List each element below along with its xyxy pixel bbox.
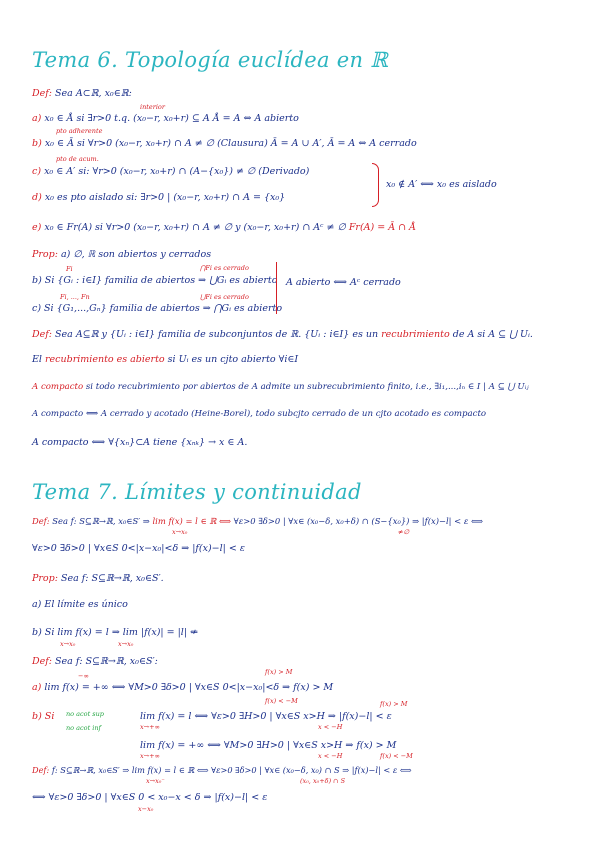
cd-brace <box>372 163 379 207</box>
t7-def3-line2-sub: x−x₀ <box>138 805 154 813</box>
seq-compacto: A compacto ⟺ ∀{xₙ}⊂A tiene {xₙₖ} → x ∈ A. <box>32 437 248 448</box>
t7-def-sub: x→x₀ <box>172 528 188 536</box>
t7-b-line1: lim f(x) = l ⟺ ∀ε>0 ∃H>0 | ∀x∈S x>H ⇒ |f(x)−l| < ε <box>140 711 392 722</box>
item-e: e) x₀ ∈ Fr(A) si ∀r>0 (x₀−r, x₀+r) ∩ A ≠ ∅ y (x₀−r, x₀+r) ∩ Aᶜ ≠ ∅ Fr(A) = Ā ∩ Å <box>32 222 416 233</box>
def-recubrimiento: Def: Sea A⊆ℝ y {Uᵢ : i∈I} familia de subconjuntos de ℝ. {Uᵢ : i∈I} es un recubrimiento de A si A ⊆ ⋃ Uᵢ. <box>32 329 533 340</box>
adherente-note: pto adherente <box>56 127 103 135</box>
t7-b-line1-sub: x→+∞ <box>140 723 160 731</box>
t7-b-label: b) Si <box>32 711 55 722</box>
prop-b-right: ⋂Fi es cerrado <box>200 264 249 272</box>
t7-def2-line: Def: Sea f: S⊆ℝ→ℝ, x₀∈S′: <box>32 656 158 667</box>
t7-b-note1: no acot sup <box>66 710 104 718</box>
item-c: c) x₀ ∈ A′ si: ∀r>0 (x₀−r, x₀+r) ∩ (A−{x₀}) ≠ ∅ (Derivado) <box>32 166 310 177</box>
heine-borel: A compacto ⟺ A cerrado y acotado (Heine-Borel), todo subcjto cerrado de un cjto acotado es compacto <box>32 409 487 419</box>
prop-c-note: Fi, ..., Fn <box>60 293 90 301</box>
t7-a-note-top2: f(x) > M <box>265 668 293 676</box>
t7-b-line1-note: x < −H <box>318 723 343 731</box>
recub-abierto: El recubrimiento es abierto si Uᵢ es un cjto abierto ∀i∈I <box>32 354 299 365</box>
t7-b-line2-note2: f(x) < −M <box>380 752 413 760</box>
prop-c-line: c) Si {G₁,...,Gₙ} familia de abiertos ⇒ ⋂Gᵢ es abierto <box>32 303 283 314</box>
t7-prop-b-sub1: x→x₀ <box>60 640 76 648</box>
t7-prop-line: Prop: Sea f: S⊆ℝ→ℝ, x₀∈S′. <box>32 573 164 584</box>
t7-def-note: ≠∅ <box>398 528 410 536</box>
tema6-title: Tema 6. Topología euclídea en ℝ <box>32 48 389 72</box>
item-d: d) x₀ es pto aislado si: ∃r>0 | (x₀−r, x₀+r) ∩ A = {x₀} <box>32 192 286 203</box>
compacto-def: A compacto si todo recubrimiento por abiertos de A admite un subrecubrimiento finito, i.e., ∃i₁,...,iₙ ∈ I | A ⊆ ⋃ Uᵢⱼ <box>32 382 529 392</box>
t7-def3-sub: x→x₀⁻ <box>146 777 165 785</box>
t7-item-a: a) lim f(x) = +∞ ⟺ ∀M>0 ∃δ>0 | ∀x∈S 0<|x−x₀|<δ ⇒ f(x) > M <box>32 682 334 693</box>
def-intro: Sea A⊂ℝ, x₀∈ℝ: <box>55 88 132 99</box>
t7-b-note2: no acot inf <box>66 724 101 732</box>
t7-b-line2-sub: x→+∞ <box>140 752 160 760</box>
t7-prop-b-sub2: x→x₀ <box>118 640 134 648</box>
prop-bc-right: A abierto ⟺ Aᶜ cerrado <box>286 277 401 288</box>
t7-prop-a: a) El límite es único <box>32 599 128 610</box>
acum-note: pto de acum. <box>56 155 99 163</box>
t7-a-note-right: f(x) < −M <box>265 697 298 705</box>
prop-a-line: Prop: a) ∅, ℝ son abiertos y cerrados <box>32 249 212 260</box>
t7-def3-line1: Def: f: S⊆ℝ→ℝ, x₀∈S′ ⇒ lim f(x) = l ∈ ℝ ⟺ ∀ε>0 ∃δ>0 | ∀x∈ (x₀−δ, x₀) ∩ S ⇒ |f(x)−l| < ε ⟺ <box>32 765 412 775</box>
t7-b-line2-note: x < −H <box>318 752 343 760</box>
t7-def3-line2: ⟺ ∀ε>0 ∃δ>0 | ∀x∈S 0 < x₀−x < δ ⇒ |f(x)−l| < ε <box>32 792 268 803</box>
def-label: Def: <box>32 88 52 99</box>
interior-note: interior <box>140 103 165 111</box>
cd-result: x₀ ∉ A′ ⟺ x₀ es aislado <box>386 179 497 190</box>
t7-b-line2: lim f(x) = +∞ ⟺ ∀M>0 ∃H>0 | ∀x∈S x>H ⇒ f(x) > M <box>140 740 397 751</box>
item-a: a) x₀ ∈ Å si ∃r>0 t.q. (x₀−r, x₀+r) ⊆ A Å = A ⇔ A abierto <box>32 113 299 124</box>
def-block <box>32 88 132 99</box>
fi-note: Fi <box>66 265 73 273</box>
prop-divider <box>276 262 277 314</box>
t7-prop-b: b) Si lim f(x) = l ⇒ lim |f(x)| = |l| ⇍ <box>32 627 199 638</box>
t7-def-line1: Def: Sea f: S⊆ℝ→ℝ, x₀∈S′ ⇒ lim f(x) = l ∈ ℝ ⟺ ∀ε>0 ∃δ>0 | ∀x∈ (x₀−δ, x₀+δ) ∩ (S−{x₀}) ⇒ |f(x)−l| < ε ⟺ <box>32 516 483 526</box>
t7-b-line1-note2: f(x) > M <box>380 700 408 708</box>
t7-def3-note: (x₀, x₀+δ) ∩ S <box>300 777 346 785</box>
tema7-title: Tema 7. Límites y continuidad <box>32 480 362 504</box>
t7-def-line2: ∀ε>0 ∃δ>0 | ∀x∈S 0<|x−x₀|<δ ⇒ |f(x)−l| < ε <box>32 543 245 554</box>
prop-b-line: b) Si {Gᵢ : i∈I} familia de abiertos ⇒ ⋃Gᵢ es abierto <box>32 275 278 286</box>
item-b: b) x₀ ∈ Ā si ∀r>0 (x₀−r, x₀+r) ∩ A ≠ ∅ (Clausura) Ā = A ∪ A′, Ā = A ⇔ A cerrado <box>32 138 417 149</box>
t7-a-note-top: −∞ <box>78 672 89 680</box>
prop-c-right: ⋃Fi es cerrado <box>200 293 249 301</box>
